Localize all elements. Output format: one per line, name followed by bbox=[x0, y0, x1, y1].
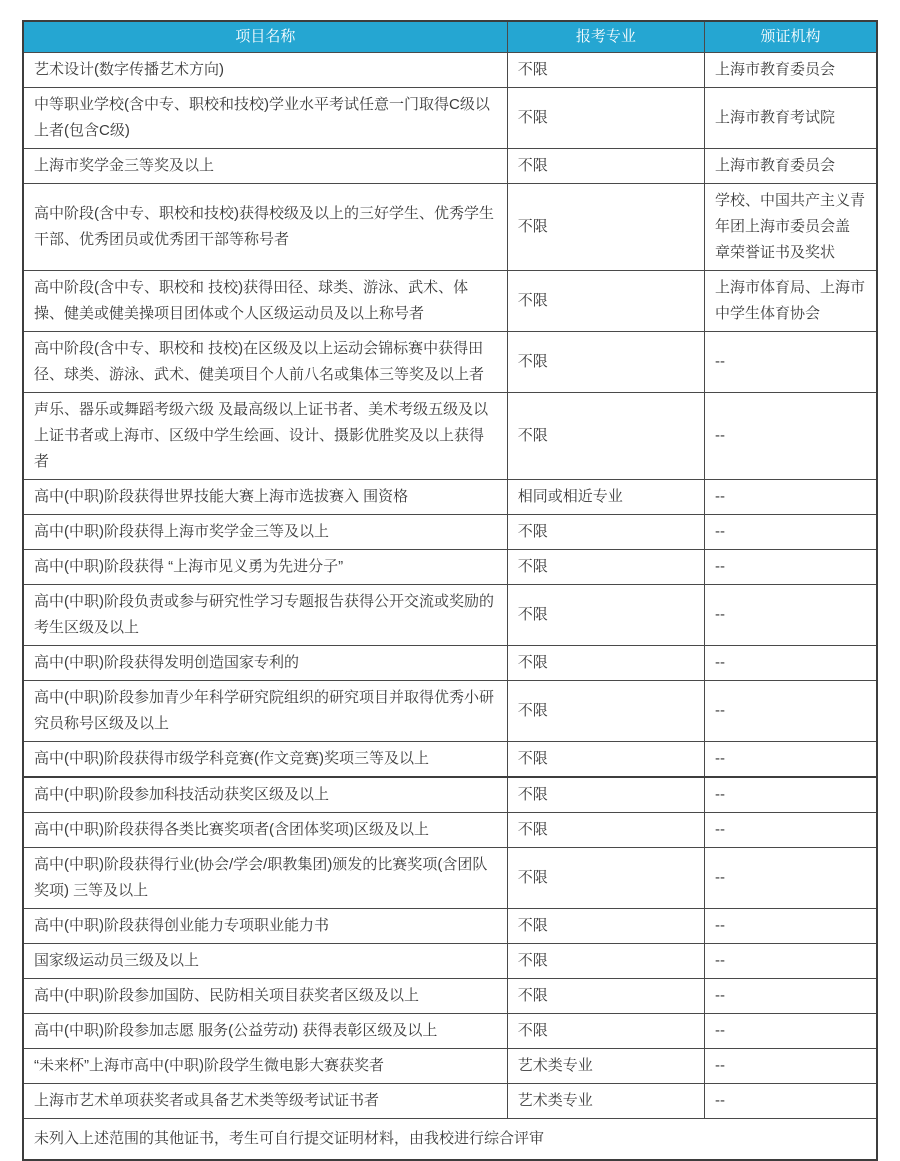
column-header-issuer: 颁证机构 bbox=[704, 21, 877, 53]
project-cell: 高中(中职)阶段负责或参与研究性学习专题报告获得公开交流或奖励的考生区级及以上 bbox=[23, 585, 507, 646]
major-cell: 不限 bbox=[507, 742, 704, 778]
major-cell: 不限 bbox=[507, 550, 704, 585]
project-cell: 声乐、器乐或舞蹈考级六级 及最高级以上证书者、美术考级五级及以上证书者或上海市、区级中学生绘画、设计、摄影优胜奖及以上获得者 bbox=[23, 393, 507, 480]
table-row bbox=[23, 184, 877, 271]
table-header bbox=[23, 21, 877, 53]
project-cell: 高中(中职)阶段获得发明创造国家专利的 bbox=[23, 646, 507, 681]
project-cell: 高中(中职)阶段参加志愿 服务(公益劳动) 获得表彰区级及以上 bbox=[23, 1014, 507, 1049]
qualification-table bbox=[22, 20, 878, 1161]
table-row bbox=[23, 979, 877, 1014]
table-row bbox=[23, 681, 877, 742]
table-footer bbox=[23, 1119, 877, 1161]
table-row bbox=[23, 848, 877, 909]
table-row bbox=[23, 646, 877, 681]
major-cell: 不限 bbox=[507, 332, 704, 393]
project-cell: 高中(中职)阶段获得各类比赛奖项者(含团体奖项)区级及以上 bbox=[23, 813, 507, 848]
issuer-cell: -- bbox=[704, 979, 877, 1014]
major-cell: 不限 bbox=[507, 979, 704, 1014]
major-cell: 不限 bbox=[507, 681, 704, 742]
issuer-cell: -- bbox=[704, 813, 877, 848]
issuer-cell: 上海市教育委员会 bbox=[704, 149, 877, 184]
table-row bbox=[23, 777, 877, 813]
issuer-cell: -- bbox=[704, 646, 877, 681]
table-row bbox=[23, 944, 877, 979]
column-header-major: 报考专业 bbox=[507, 21, 704, 53]
table-row bbox=[23, 149, 877, 184]
issuer-cell: -- bbox=[704, 550, 877, 585]
project-cell: 艺术设计(数字传播艺术方向) bbox=[23, 53, 507, 88]
major-cell: 不限 bbox=[507, 848, 704, 909]
major-cell: 艺术类专业 bbox=[507, 1084, 704, 1119]
footer-row bbox=[23, 1119, 877, 1161]
table-row bbox=[23, 813, 877, 848]
header-row bbox=[23, 21, 877, 53]
major-cell: 不限 bbox=[507, 515, 704, 550]
project-cell: 高中(中职)阶段获得 “上海市见义勇为先进分子” bbox=[23, 550, 507, 585]
issuer-cell: -- bbox=[704, 585, 877, 646]
column-header-project: 项目名称 bbox=[23, 21, 507, 53]
issuer-cell: 上海市体育局、上海市中学生体育协会 bbox=[704, 271, 877, 332]
table-row bbox=[23, 88, 877, 149]
major-cell: 相同或相近专业 bbox=[507, 480, 704, 515]
project-cell: 高中(中职)阶段获得市级学科竞赛(作文竞赛)奖项三等及以上 bbox=[23, 742, 507, 778]
major-cell: 不限 bbox=[507, 88, 704, 149]
major-cell: 不限 bbox=[507, 53, 704, 88]
major-cell: 不限 bbox=[507, 184, 704, 271]
table-row bbox=[23, 480, 877, 515]
major-cell: 不限 bbox=[507, 944, 704, 979]
table-row bbox=[23, 1014, 877, 1049]
table-row bbox=[23, 332, 877, 393]
issuer-cell: -- bbox=[704, 1049, 877, 1084]
issuer-cell: -- bbox=[704, 1084, 877, 1119]
table-body bbox=[23, 53, 877, 1119]
major-cell: 不限 bbox=[507, 777, 704, 813]
issuer-cell: -- bbox=[704, 742, 877, 778]
major-cell: 不限 bbox=[507, 1014, 704, 1049]
major-cell: 不限 bbox=[507, 646, 704, 681]
project-cell: 中等职业学校(含中专、职校和技校)学业水平考试任意一门取得C级以上者(包含C级) bbox=[23, 88, 507, 149]
project-cell: 高中(中职)阶段参加科技活动获奖区级及以上 bbox=[23, 777, 507, 813]
issuer-cell: -- bbox=[704, 681, 877, 742]
project-cell: 高中阶段(含中专、职校和 技校)获得田径、球类、游泳、武术、体操、健美或健美操项目团体或个人区级运动员及以上称号者 bbox=[23, 271, 507, 332]
project-cell: 高中阶段(含中专、职校和技校)获得校级及以上的三好学生、优秀学生干部、优秀团员或优秀团干部等称号者 bbox=[23, 184, 507, 271]
major-cell: 不限 bbox=[507, 271, 704, 332]
table-footer-note: 未列入上述范围的其他证书，考生可自行提交证明材料，由我校进行综合评审 bbox=[23, 1119, 877, 1161]
issuer-cell: -- bbox=[704, 848, 877, 909]
project-cell: “未来杯”上海市高中(中职)阶段学生微电影大赛获奖者 bbox=[23, 1049, 507, 1084]
major-cell: 不限 bbox=[507, 149, 704, 184]
project-cell: 高中(中职)阶段参加国防、民防相关项目获奖者区级及以上 bbox=[23, 979, 507, 1014]
major-cell: 艺术类专业 bbox=[507, 1049, 704, 1084]
table-row bbox=[23, 271, 877, 332]
project-cell: 高中(中职)阶段获得上海市奖学金三等及以上 bbox=[23, 515, 507, 550]
table-row bbox=[23, 1049, 877, 1084]
issuer-cell: -- bbox=[704, 480, 877, 515]
issuer-cell: -- bbox=[704, 393, 877, 480]
issuer-cell: -- bbox=[704, 777, 877, 813]
table-row bbox=[23, 53, 877, 88]
issuer-cell: 上海市教育考试院 bbox=[704, 88, 877, 149]
table-row bbox=[23, 550, 877, 585]
issuer-cell: 学校、中国共产主义青年团上海市委员会盖 章荣誉证书及奖状 bbox=[704, 184, 877, 271]
table-row bbox=[23, 515, 877, 550]
table-row bbox=[23, 909, 877, 944]
issuer-cell: 上海市教育委员会 bbox=[704, 53, 877, 88]
issuer-cell: -- bbox=[704, 332, 877, 393]
issuer-cell: -- bbox=[704, 909, 877, 944]
project-cell: 上海市奖学金三等奖及以上 bbox=[23, 149, 507, 184]
project-cell: 上海市艺术单项获奖者或具备艺术类等级考试证书者 bbox=[23, 1084, 507, 1119]
project-cell: 高中(中职)阶段获得世界技能大赛上海市选拔赛入 围资格 bbox=[23, 480, 507, 515]
table-row bbox=[23, 1084, 877, 1119]
project-cell: 高中(中职)阶段获得创业能力专项职业能力书 bbox=[23, 909, 507, 944]
project-cell: 高中(中职)阶段参加青少年科学研究院组织的研究项目并取得优秀小研究员称号区级及以上 bbox=[23, 681, 507, 742]
project-cell: 高中阶段(含中专、职校和 技校)在区级及以上运动会锦标赛中获得田径、球类、游泳、武术、健美项目个人前八名或集体三等奖及以上者 bbox=[23, 332, 507, 393]
project-cell: 高中(中职)阶段获得行业(协会/学会/职教集团)颁发的比赛奖项(含团队奖项) 三等及以上 bbox=[23, 848, 507, 909]
major-cell: 不限 bbox=[507, 909, 704, 944]
issuer-cell: -- bbox=[704, 944, 877, 979]
major-cell: 不限 bbox=[507, 393, 704, 480]
table-row bbox=[23, 742, 877, 778]
issuer-cell: -- bbox=[704, 515, 877, 550]
table-row bbox=[23, 585, 877, 646]
major-cell: 不限 bbox=[507, 813, 704, 848]
table-row bbox=[23, 393, 877, 480]
project-cell: 国家级运动员三级及以上 bbox=[23, 944, 507, 979]
major-cell: 不限 bbox=[507, 585, 704, 646]
issuer-cell: -- bbox=[704, 1014, 877, 1049]
